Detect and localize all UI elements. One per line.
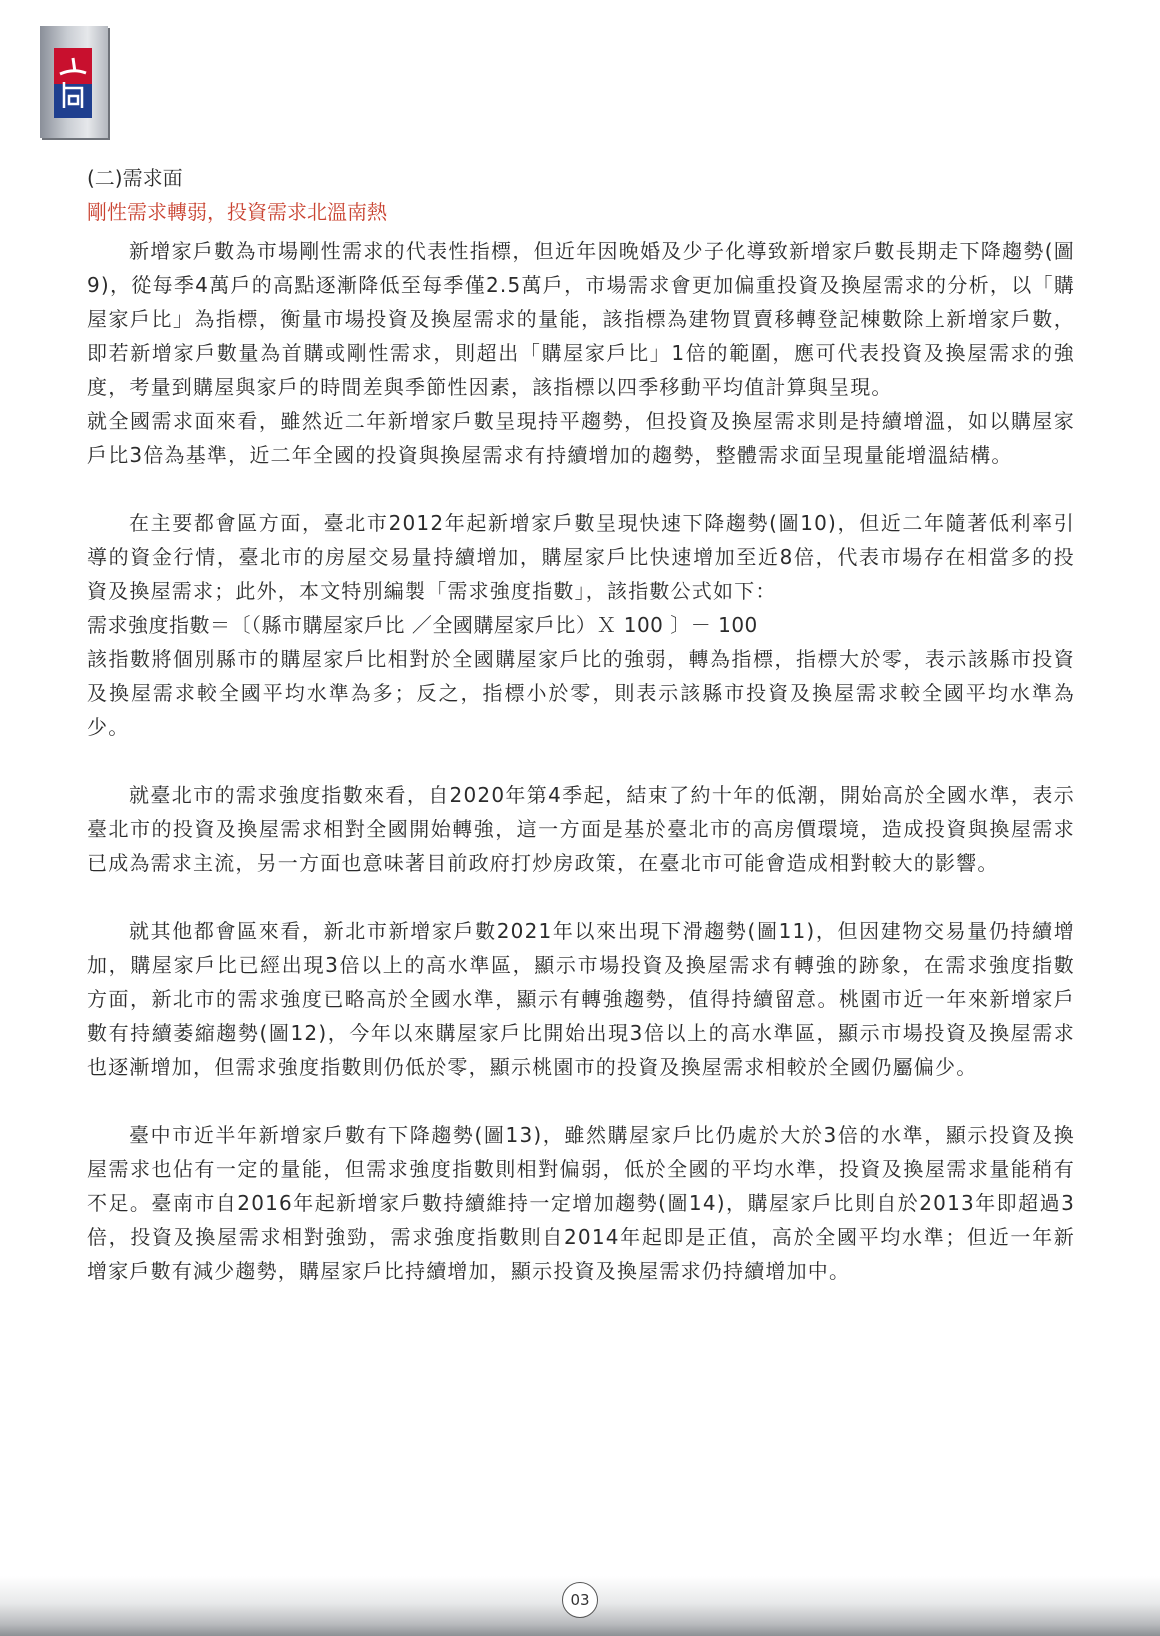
section-heading: 剛性需求轉弱，投資需求北溫南熱	[87, 200, 387, 224]
page-number: 03	[562, 1582, 598, 1618]
demand-index-formula: 需求強度指數＝〔（縣市購屋家戶比 ／全國購屋家戶比）Ｘ 100 〕－ 100	[87, 613, 758, 637]
paragraph-newtaipei-taoyuan: 就其他都會區來看，新北市新增家戶數2021年以來出現下滑趨勢(圖11)，但因建物交易量仍持續增加，購屋家戶比已經出現3倍以上的高水準區，顯示市場投資及換屋需求有轉強的跡象，在需求強度指數方面，新北市的需求強度已略高於全國水準，顯示有轉強趨勢，值得持續留意。桃園市近一年來新增家戶數有持續萎縮趨勢(圖12)，今年以來購屋家戶比開始出現3倍以上的高水準區，顯示市場投資及換屋需求也逐漸增加，但需求強度指數則仍低於零，顯示桃園市的投資及換屋需求相較於全國仍屬偏少。	[87, 919, 1075, 1079]
section-label: (二)需求面	[87, 166, 183, 190]
company-logo	[40, 26, 108, 138]
logo-mark-icon	[54, 48, 92, 118]
paragraph-taipei-demand: 在主要都會區方面，臺北市2012年起新增家戶數呈現快速下降趨勢(圖10)，但近二年隨著低利率引導的資金行情，臺北市的房屋交易量持續增加，購屋家戶比快速增加至近8倍，代表市場存在相當多的投資及換屋需求；此外，本文特別編製「需求強度指數」，該指數公式如下：	[87, 511, 1075, 603]
article-body	[87, 162, 1075, 1288]
paragraph-index-definition: 該指數將個別縣市的購屋家戶比相對於全國購屋家戶比的強弱，轉為指標，指標大於零，表示該縣市投資及換屋需求較全國平均水準為多；反之，指標小於零，則表示該縣市投資及換屋需求較全國平均水準為少。	[87, 647, 1075, 739]
paragraph-taichung-tainan: 臺中市近半年新增家戶數有下降趨勢(圖13)，雖然購屋家戶比仍處於大於3倍的水準，顯示投資及換屋需求也佔有一定的量能，但需求強度指數則相對偏弱，低於全國的平均水準，投資及換屋需求量能稍有不足。臺南市自2016年起新增家戶數持續維持一定增加趨勢(圖14)，購屋家戶比則自於2013年即超過3倍，投資及換屋需求相對強勁，需求強度指數則自2014年起即是正值，高於全國平均水準；但近一年新增家戶數有減少趨勢，購屋家戶比持續增加，顯示投資及換屋需求仍持續增加中。	[87, 1123, 1075, 1283]
paragraph-taipei-index: 就臺北市的需求強度指數來看，自2020年第4季起，結束了約十年的低潮，開始高於全國水準，表示臺北市的投資及換屋需求相對全國開始轉強，這一方面是基於臺北市的高房價環境，造成投資與換屋需求已成為需求主流，另一方面也意味著目前政府打炒房政策，在臺北市可能會造成相對較大的影響。	[87, 783, 1075, 875]
logo-emblem	[54, 48, 92, 118]
paragraph-national-demand: 就全國需求面來看，雖然近二年新增家戶數呈現持平趨勢，但投資及換屋需求則是持續增溫，如以購屋家戶比3倍為基準，近二年全國的投資與換屋需求有持續增加的趨勢，整體需求面呈現量能增溫結構。	[87, 409, 1075, 467]
paragraph-household-indicator: 新增家戶數為市場剛性需求的代表性指標，但近年因晚婚及少子化導致新增家戶數長期走下降趨勢(圖9)，從每季4萬戶的高點逐漸降低至每季僅2.5萬戶，市場需求會更加偏重投資及換屋需求的分析，以「購屋家戶比」為指標，衡量市場投資及換屋需求的量能，該指標為建物買賣移轉登記棟數除上新增家戶數，即若新增家戶數量為首購或剛性需求，則超出「購屋家戶比」1倍的範圍，應可代表投資及換屋需求的強度，考量到購屋與家戶的時間差與季節性因素，該指標以四季移動平均值計算與呈現。	[87, 239, 1075, 399]
